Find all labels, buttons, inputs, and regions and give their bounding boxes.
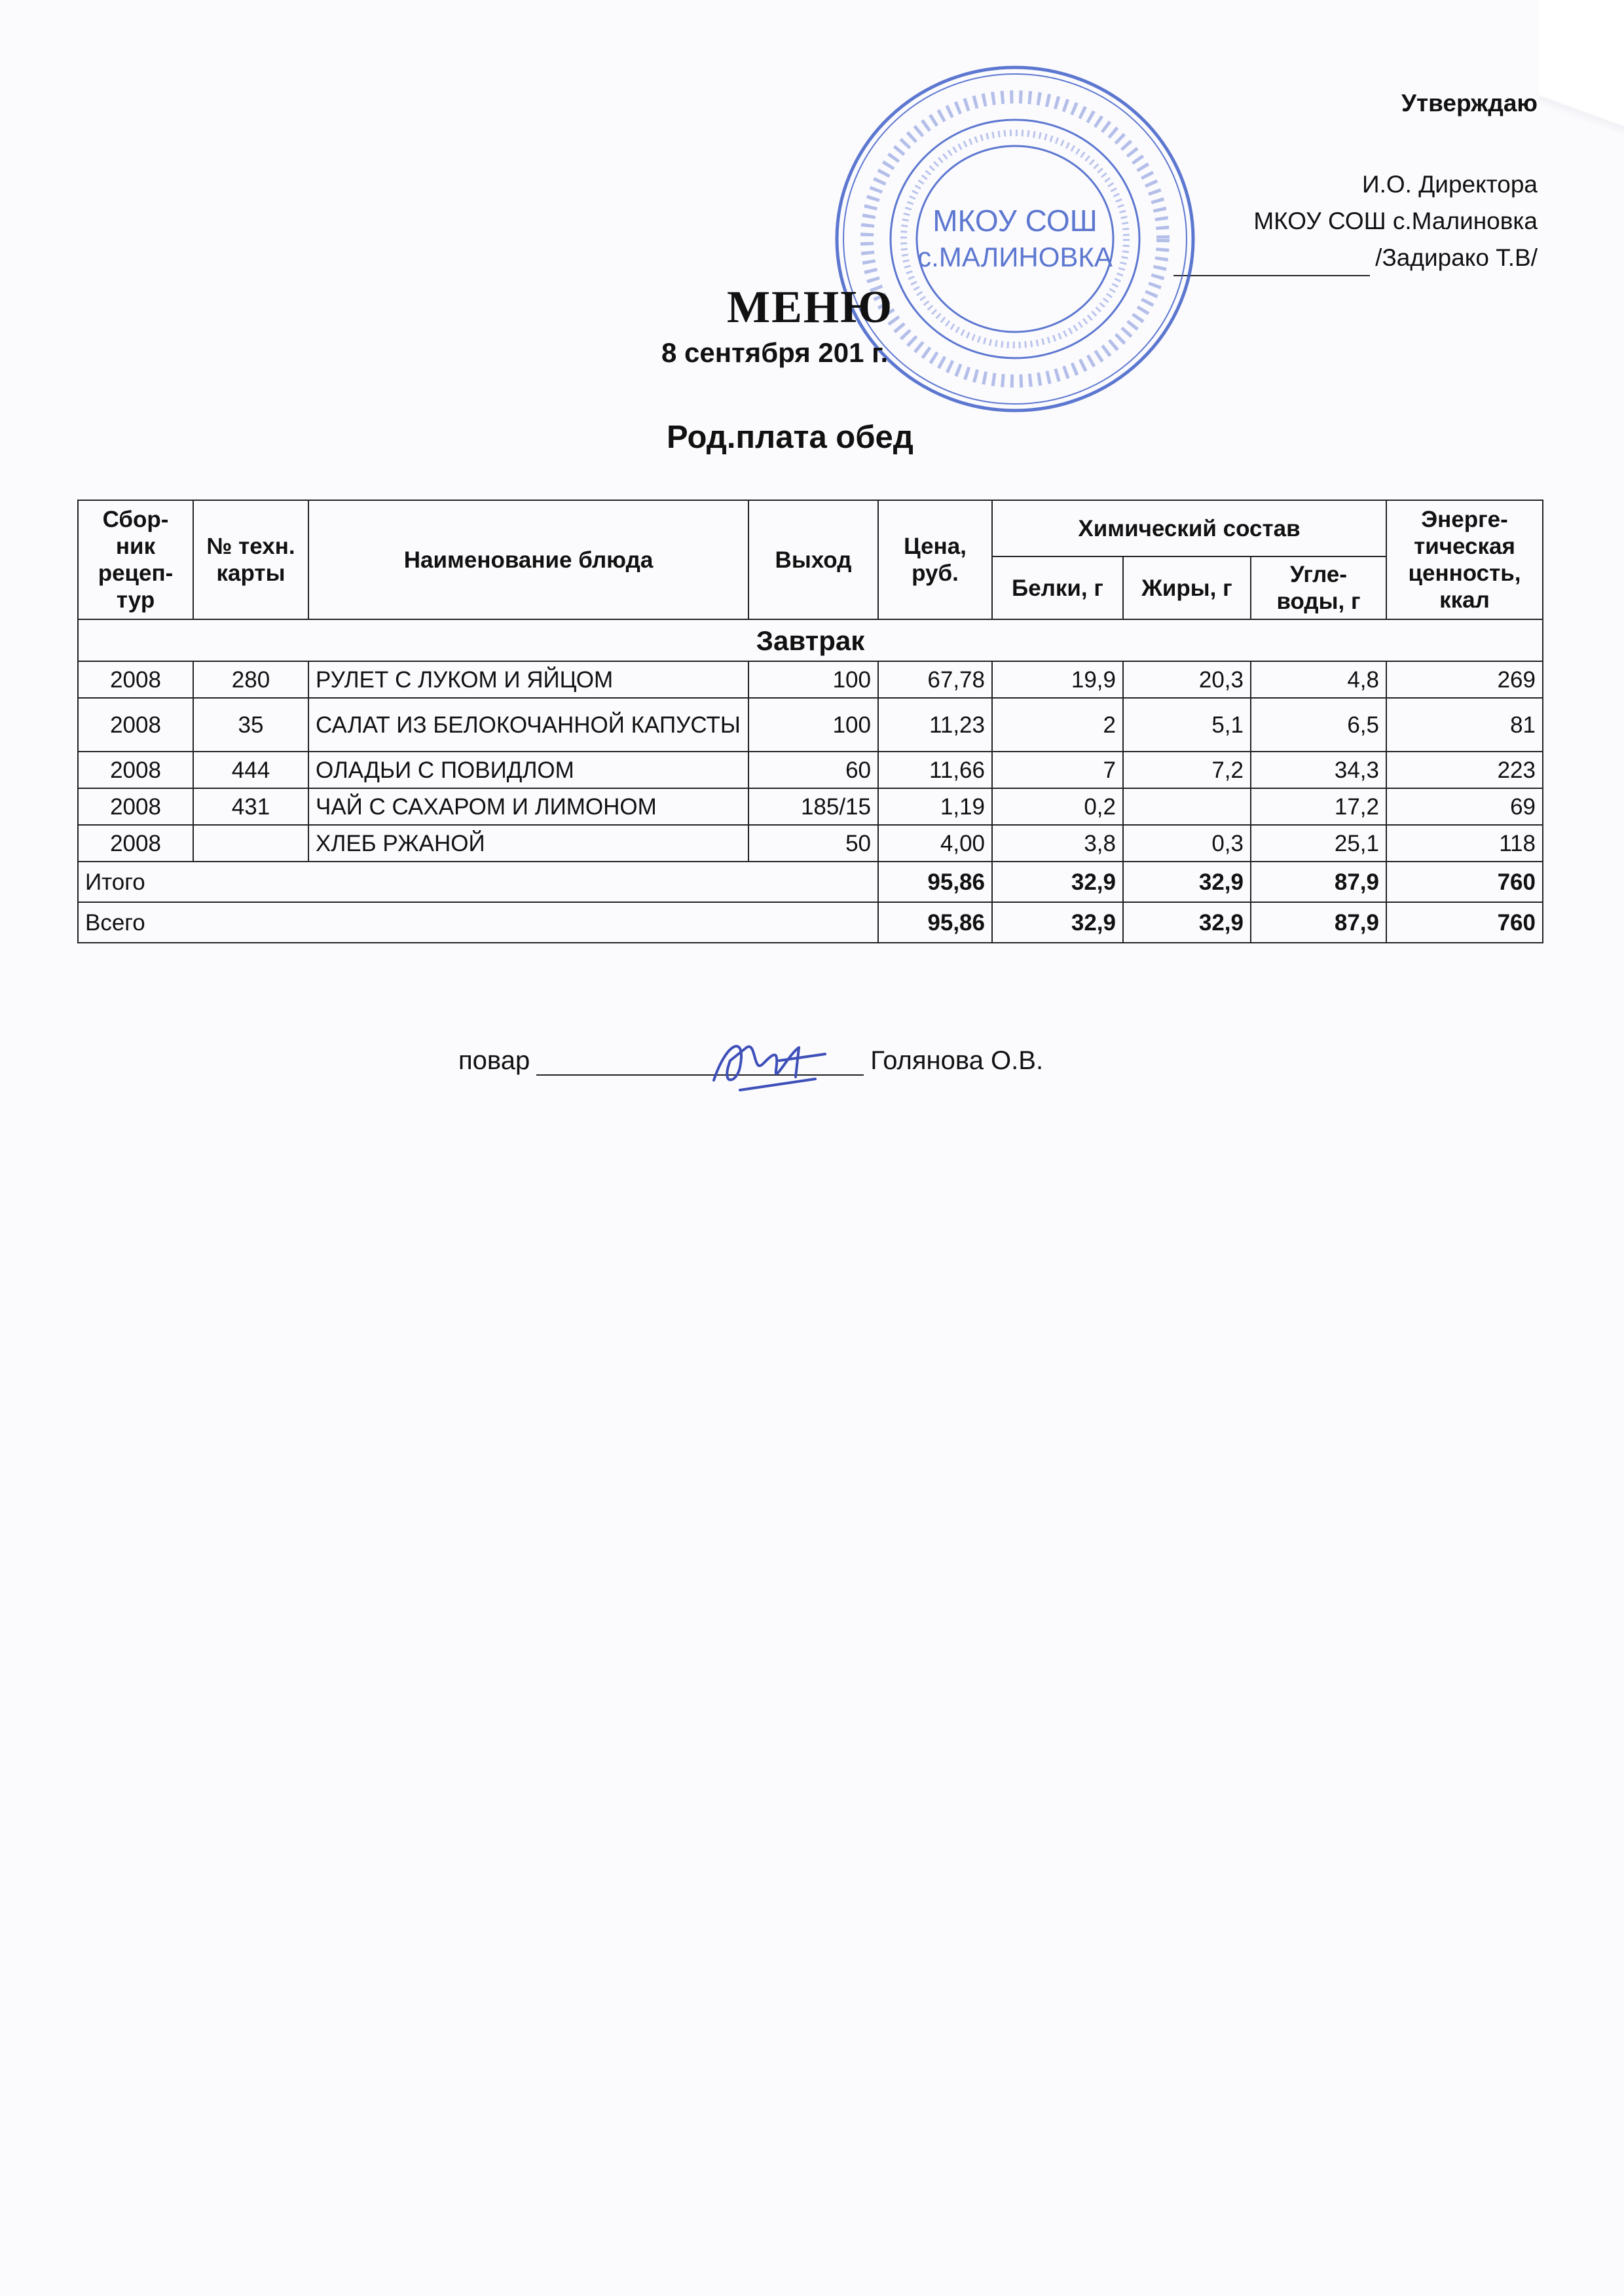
cell-energy: 81 xyxy=(1386,698,1543,752)
menu-subtitle: Род.плата обед xyxy=(667,420,913,455)
subtotal-protein: 32,9 xyxy=(992,862,1123,902)
cell-collection: 2008 xyxy=(78,788,193,825)
subtotal-energy: 760 xyxy=(1386,862,1543,902)
col-fat: Жиры, г xyxy=(1123,556,1251,619)
cell-dish: ОЛАДЬИ С ПОВИДЛОМ xyxy=(308,752,748,788)
cell-price: 4,00 xyxy=(878,825,992,862)
stamp-inner-ring xyxy=(917,146,1113,332)
table-row xyxy=(78,825,1543,862)
stamp-middle-ring xyxy=(891,120,1139,358)
cook-handwritten-signature xyxy=(701,1028,832,1100)
menu-table xyxy=(77,500,1543,943)
cell-carbs: 17,2 xyxy=(1251,788,1386,825)
cell-energy: 69 xyxy=(1386,788,1543,825)
cell-card: 35 xyxy=(193,698,308,752)
total-price: 95,86 xyxy=(878,902,992,943)
cook-role: повар xyxy=(458,1046,530,1075)
approval-signature-row xyxy=(1173,240,1538,276)
cell-collection: 2008 xyxy=(78,825,193,862)
col-price: Цена, руб. xyxy=(878,500,992,619)
col-protein: Белки, г xyxy=(992,556,1123,619)
table-row xyxy=(78,788,1543,825)
cell-energy: 118 xyxy=(1386,825,1543,862)
page-title: МЕНЮ xyxy=(727,282,894,333)
cell-carbs: 34,3 xyxy=(1251,752,1386,788)
section-label: Завтрак xyxy=(78,619,1543,661)
col-card: № техн. карты xyxy=(193,500,308,619)
stamp-center-line1: МКОУ СОШ xyxy=(932,204,1098,238)
page-corner-fold xyxy=(1539,0,1624,196)
cell-card: 444 xyxy=(193,752,308,788)
cell-price: 11,23 xyxy=(878,698,992,752)
table-row xyxy=(78,661,1543,698)
cell-dish: ХЛЕБ РЖАНОЙ xyxy=(308,825,748,862)
cell-energy: 223 xyxy=(1386,752,1543,788)
cell-dish: РУЛЕТ С ЛУКОМ И ЯЙЦОМ xyxy=(308,661,748,698)
cell-energy: 269 xyxy=(1386,661,1543,698)
signature-stroke xyxy=(714,1046,825,1090)
subtotal-fat: 32,9 xyxy=(1123,862,1251,902)
cell-protein: 7 xyxy=(992,752,1123,788)
table-row xyxy=(78,752,1543,788)
cell-fat: 0,3 xyxy=(1123,825,1251,862)
subtotal-carbs: 87,9 xyxy=(1251,862,1386,902)
total-fat: 32,9 xyxy=(1123,902,1251,943)
cell-collection: 2008 xyxy=(78,661,193,698)
stamp-outer-ring-inner xyxy=(843,74,1187,404)
col-output: Выход xyxy=(748,500,878,619)
cell-output: 100 xyxy=(748,661,878,698)
total-label: Всего xyxy=(78,902,878,943)
total-carbs: 87,9 xyxy=(1251,902,1386,943)
cell-carbs: 6,5 xyxy=(1251,698,1386,752)
cell-carbs: 4,8 xyxy=(1251,661,1386,698)
cell-fat xyxy=(1123,788,1251,825)
subtotal-row xyxy=(78,862,1543,902)
cell-output: 50 xyxy=(748,825,878,862)
cook-name: Голянова О.В. xyxy=(870,1046,1044,1075)
col-collection: Сбор-ник рецеп-тур xyxy=(78,500,193,619)
cell-protein: 0,2 xyxy=(992,788,1123,825)
approval-position: И.О. Директора xyxy=(1362,171,1538,198)
total-protein: 32,9 xyxy=(992,902,1123,943)
cell-fat: 5,1 xyxy=(1123,698,1251,752)
cell-fat: 20,3 xyxy=(1123,661,1251,698)
cell-protein: 19,9 xyxy=(992,661,1123,698)
table-row xyxy=(78,698,1543,752)
cell-price: 67,78 xyxy=(878,661,992,698)
stamp-center-line2: с.МАЛИНОВКА xyxy=(917,242,1113,272)
cell-card: 431 xyxy=(193,788,308,825)
col-energy: Энерге-тическая ценность, ккал xyxy=(1386,500,1543,619)
stamp-small-lettering-band xyxy=(904,133,1126,345)
cell-price: 11,66 xyxy=(878,752,992,788)
cell-fat: 7,2 xyxy=(1123,752,1251,788)
cell-output: 60 xyxy=(748,752,878,788)
subtotal-price: 95,86 xyxy=(878,862,992,902)
cell-dish: ЧАЙ С САХАРОМ И ЛИМОНОМ xyxy=(308,788,748,825)
approval-school: МКОУ СОШ с.Малиновка xyxy=(1253,208,1538,234)
subtotal-label: Итого xyxy=(78,862,878,902)
cell-collection: 2008 xyxy=(78,698,193,752)
col-chem: Химический состав xyxy=(992,500,1386,556)
approval-title: Утверждаю xyxy=(1401,90,1538,117)
stamp-lettering-band xyxy=(867,97,1163,381)
cell-price: 1,19 xyxy=(878,788,992,825)
cell-protein: 3,8 xyxy=(992,825,1123,862)
cell-output: 100 xyxy=(748,698,878,752)
cell-dish: САЛАТ ИЗ БЕЛОКОЧАННОЙ КАПУСТЫ xyxy=(308,698,748,752)
col-dish: Наименование блюда xyxy=(308,500,748,619)
cell-card xyxy=(193,825,308,862)
approval-name: /Задирако Т.В/ xyxy=(1375,244,1538,271)
cell-card: 280 xyxy=(193,661,308,698)
cell-output: 185/15 xyxy=(748,788,878,825)
col-carbs: Угле-воды, г xyxy=(1251,556,1386,619)
cell-protein: 2 xyxy=(992,698,1123,752)
total-row xyxy=(78,902,1543,943)
total-energy: 760 xyxy=(1386,902,1543,943)
cell-collection: 2008 xyxy=(78,752,193,788)
section-row xyxy=(78,619,1543,661)
menu-date: 8 сентября 201 г. xyxy=(661,337,889,368)
cell-carbs: 25,1 xyxy=(1251,825,1386,862)
approval-block xyxy=(1173,85,1538,276)
